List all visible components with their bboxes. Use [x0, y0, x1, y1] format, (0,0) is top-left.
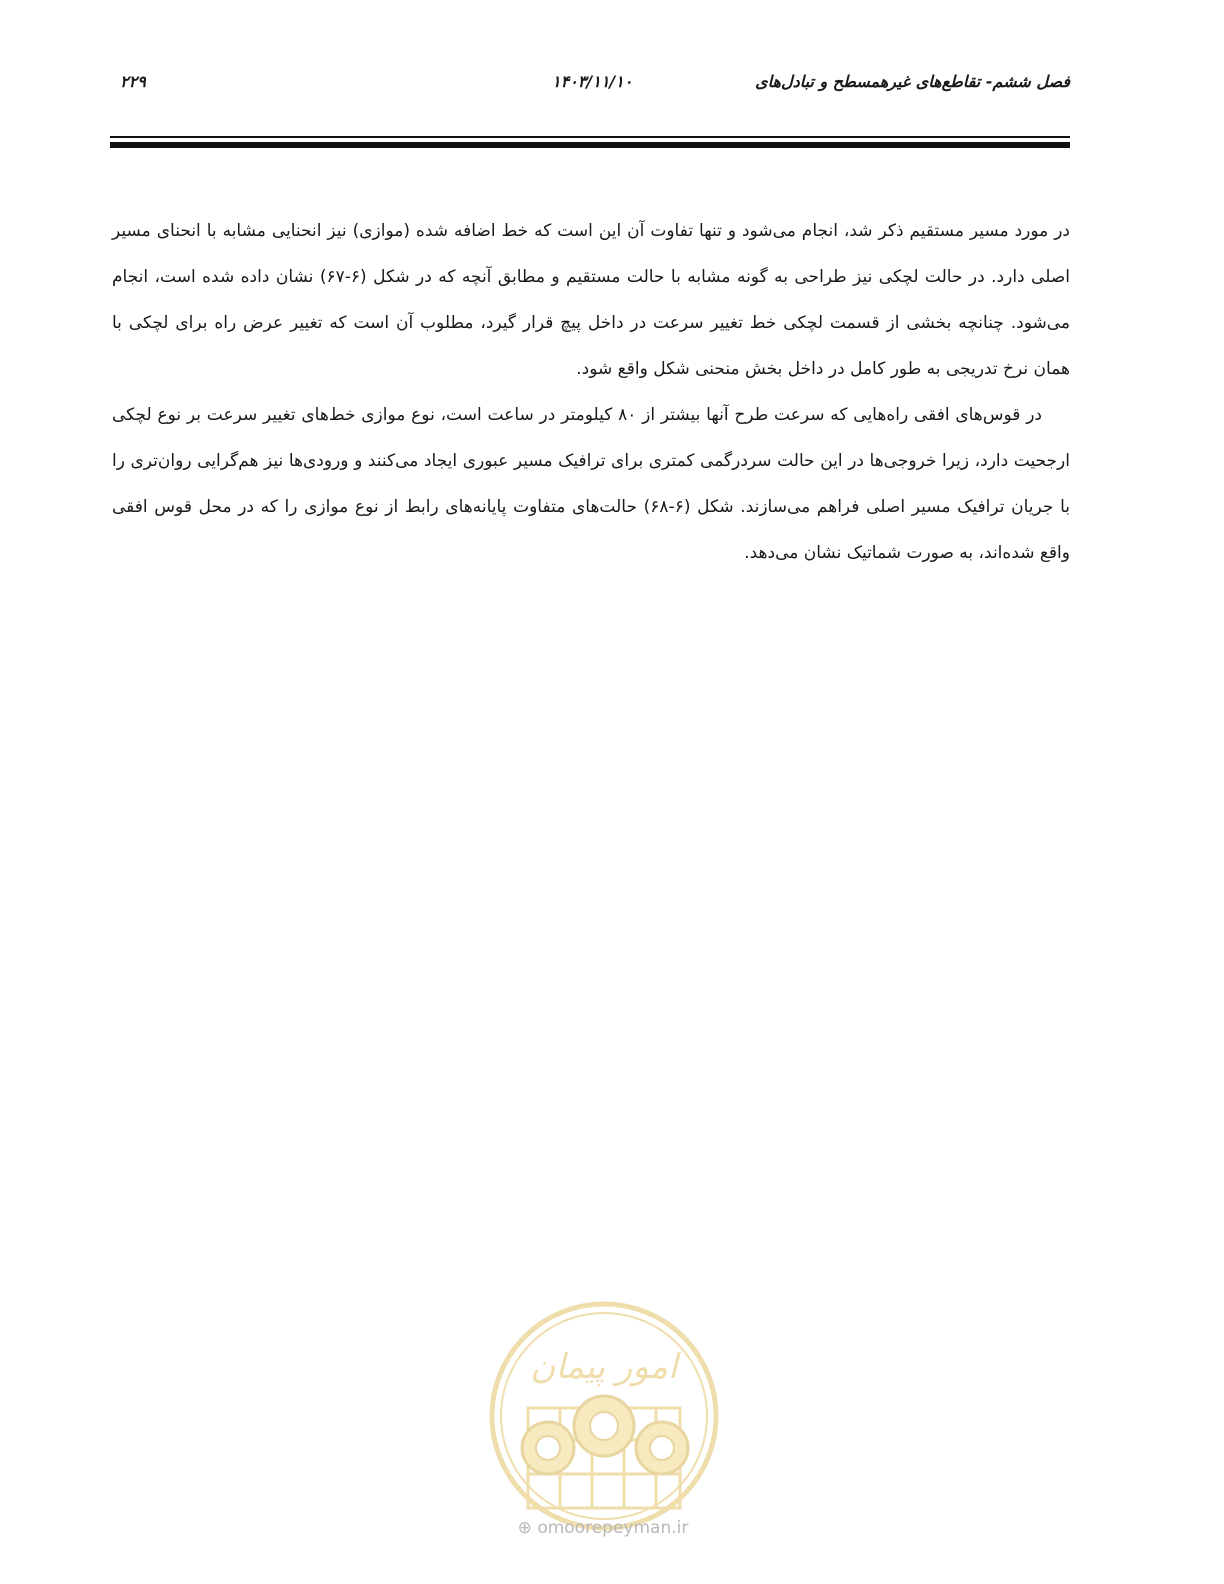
page-number: ۲۲۹ — [120, 72, 146, 91]
paragraph-1: در مورد مسیر مستقیم ذکر شد، انجام می‌شود و تنها تفاوت آن این است که خط اضافه شده (موازی) نیز انحنایی مشابه با انحنای مسیر اصلی دارد. در حالت لچکی نیز طراحی به گونه مشابه با حالت مستقیم و مطابق آنچه که در شکل (۶-۶۷) نشان داده شده است، انجام می‌شود. چنانچه بخشی از قسمت لچکی خط تغییر سرعت در داخل پیچ قرار گیرد، مطلوب آن است که تغییر عرض راه برای لچکی با همان نرخ تدریجی به طور کامل در داخل بخش منحنی شکل واقع شود. — [112, 221, 1070, 379]
header-rule-thick — [110, 142, 1070, 148]
globe-icon: ⊕ — [517, 1518, 532, 1538]
page-header — [110, 72, 1070, 102]
watermark-url — [490, 1518, 716, 1538]
header-date: ۱۴۰۳/۱۱/۱۰ — [552, 72, 633, 91]
watermark-url-text: omoorepeyman.ir — [537, 1518, 689, 1538]
header-rule-thin — [110, 136, 1070, 138]
watermark-logo-text: امور پیمان — [530, 1347, 678, 1387]
chapter-title: فصل ششم- تقاطع‌های غیرهمسطح و تبادل‌های — [755, 72, 1070, 91]
body-text — [112, 208, 1070, 576]
paragraph-2: در قوس‌های افقی راه‌هایی که سرعت طرح آنها بیشتر از ۸۰ کیلومتر در ساعت است، نوع موازی خط‌های تغییر سرعت بر نوع لچکی ارجحیت دارد، زیرا خروجی‌ها در این حالت سردرگمی کمتری برای ترافیک مسیر عبوری ایجاد می‌کنند و ورودی‌ها نیز هم‌گرایی روان‌تری را با جریان ترافیک مسیر اصلی فراهم می‌سازند. شکل (۶-۶۸) حالت‌های متفاوت پایانه‌های رابط از نوع موازی را که در محل قوس افقی واقع شده‌اند، به صورت شماتیک نشان می‌دهد. — [112, 405, 1070, 563]
watermark-logo — [486, 1298, 722, 1534]
